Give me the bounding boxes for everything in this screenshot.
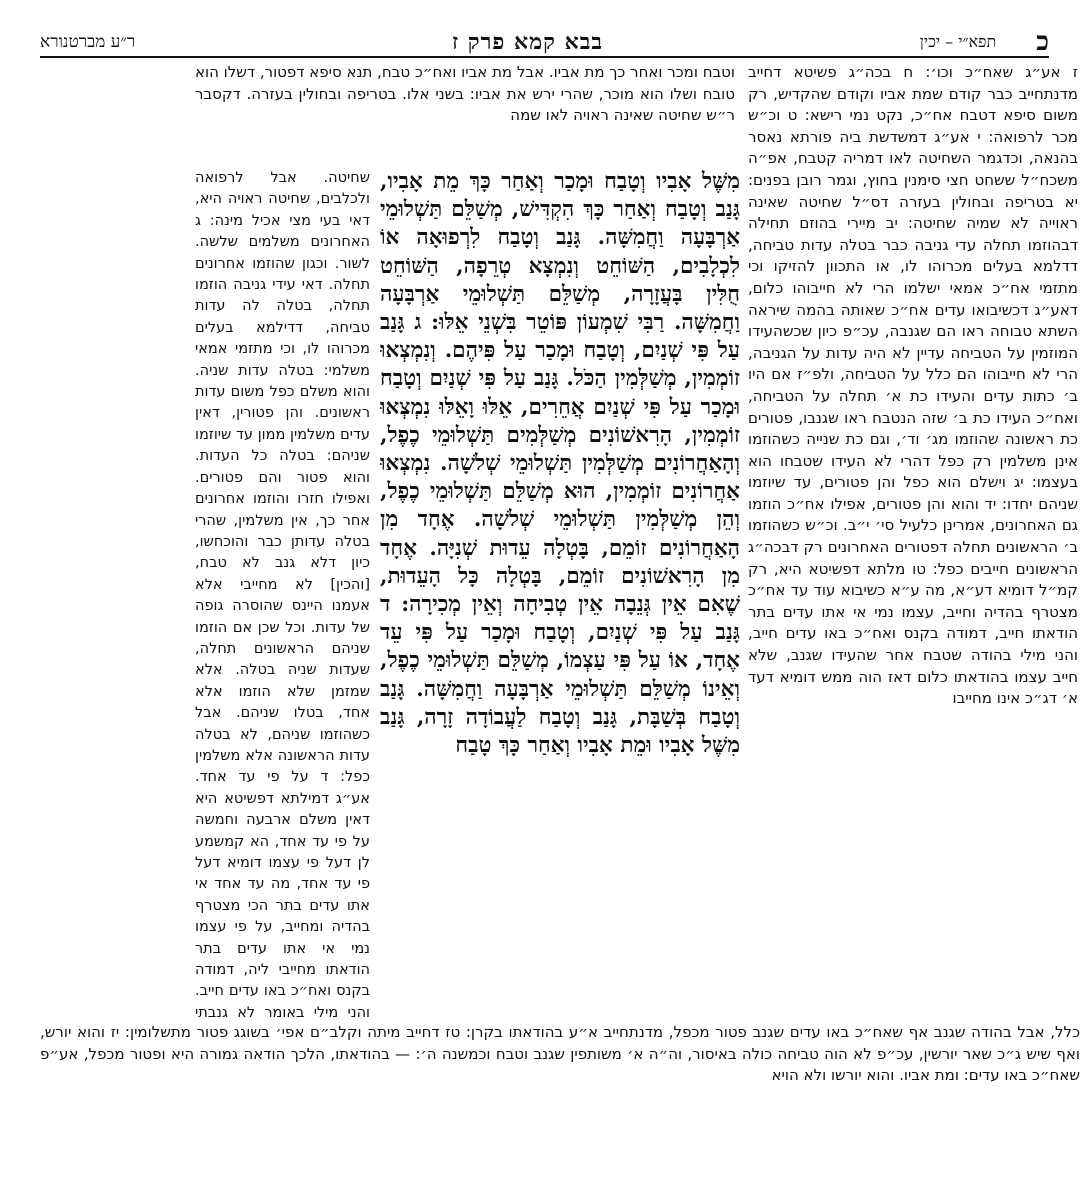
commentary-range: תפא״י – יכין (919, 32, 997, 51)
tiferet-yisrael-column (748, 62, 1078, 992)
bottom-commentary-block (40, 1022, 1080, 1122)
bartenura-top-block (195, 62, 735, 162)
commentary-paragraph: כלל, אבל בהודה שגנב אף שאח״כ באו עדים שגנב פטור מכפל, מדנתחייב א״ע בהודאתו בקרן: טז דחייב מיתה וקלב״ם אפי׳ בשוגג פטור מתשלומין: יז והוא יורש, ואף שיש ג״כ שאר יורשין, עכ״פ לא הוה טביחה כולה באיסור, וה״ה א׳ משותפין שגנב וטבח וכמשנה ה׳: — בהודאתו, הלכך הודאה גמורה היא ופטור מכפל, אע״פ שאח״כ באו עדים: ומת אביו. והוא יורשו ולא הויא (40, 1023, 1080, 1085)
commentary-paragraph: וטבח ומכר ואחר כך מת אביו. אבל מת אביו ואח״כ טבח, תנא סיפא דפטור, דשלו הוא טובח ושלו הוא מוכר, שהרי ירש את אביו: בשני אלו. בטריפה ובחולין בעזרה. דקסבר ר״ש שחיטה שאינה ראויה לאו שמה (195, 63, 735, 125)
page-header (40, 28, 1049, 58)
mishnah-paragraph: מִשֶּׁל אָבִיו וְטָבַח וּמָכַר וְאַחַר כָּךְ מֵת אָבִיו, גָּנַב וְטָבַח וְאַחַר כָּךְ הִקְדִּישׁ, מְשַׁלֵּם תַּשְׁלוּמֵי אַרְבָּעָה וַחֲמִשָּׁה. גָּנַב וְטָבַח לִרְפוּאָה אוֹ לִכְלָבִים, הַשּׁוֹחֵט וְנִמְצָא טְרֵפָה, הַשּׁוֹחֵט חֻלִּין בָּעֲזָרָה, מְשַׁלֵּם תַּשְׁלוּמֵי אַרְבָּעָה וַחֲמִשָּׁה. רַבִּי שִׁמְעוֹן פּוֹטֵר בִּשְׁנֵי אֵלּוּ: ג גָּנַב עַל פִּי שְׁנַיִם, וְטָבַח וּמָכַר עַל פִּיהֶם. וְנִמְצְאוּ זוֹמְמִין, מְשַׁלְּמִין הַכֹּל. גָּנַב עַל פִּי שְׁנַיִם וְטָבַח וּמָכַר עַל פִּי שְׁנַיִם אֲחֵרִים, אֵלּוּ וָאֵלּוּ נִמְצְאוּ זוֹמְמִין, הָרִאשׁוֹנִים מְשַׁלְּמִים תַּשְׁלוּמֵי כֶפֶל, וְהָאַחֲרוֹנִים מְשַׁלְּמִין תַּשְׁלוּמֵי שְׁלשָׁה. נִמְצְאוּ אַחֲרוֹנִים זוֹמְמִין, הוּא מְשַׁלֵּם תַּשְׁלוּמֵי כֶפֶל, וְהֵן מְשַׁלְּמִין תַּשְׁלוּמֵי שְׁלשָׁה. אֶחָד מִן הָאַחֲרוֹנִים זוֹמֵם, בָּטְלָה עֵדוּת שְׁנִיָּה. אֶחָד מִן הָרִאשׁוֹנִים זוֹמֵם, בָּטְלָה כָּל הָעֵדוּת, שֶׁאִם אֵין גְּנֵבָה אֵין טְבִיחָה וְאֵין מְכִירָה: ד גָּנַב עַל פִּי שְׁנַיִם, וְטָבַח וּמָכַר עַל פִּי עֵד אֶחָד, אוֹ עַל פִּי עַצְמוֹ, מְשַׁלֵּם תַּשְׁלוּמֵי כֶפֶל, וְאֵינוֹ מְשַׁלֵּם תַּשְׁלוּמֵי אַרְבָּעָה וַחֲמִשָּׁה. גָּנַב וְטָבַח בְּשַׁבָּת, גָּנַב וְטָבַח לַעֲבוֹדָה זָרָה, גָּנַב מִשֶּׁל אָבִיו וּמֵת אָבִיו וְאַחַר כָּךְ טָבַח (380, 169, 740, 759)
commentary-title: ר״ע מברטנורא (40, 32, 136, 52)
tractate-title: בבא קמא פרק ז (452, 29, 603, 55)
header-right-group (920, 27, 1049, 57)
bartenura-column (195, 168, 370, 1023)
mishnah-text-column (380, 168, 740, 1023)
page-letter: כ (1036, 27, 1049, 57)
commentary-paragraph: ז אע״ג שאח״כ וכו׳: ח בכה״ג פשיטא דחייב מדנתחייב כבר קודם שמת אביו וקודם שהקדיש, רק משום סיפא דטבח אח״כ, נקט נמי רישא: ט וכ״ש מכר לרפואה: י אע״ג דמשדשת ביה פורתא נאסר בהנאה, וכדגמר השחיטה לאו דמריה קטבח, אפ״ה משכח״ל ששחט חצי סימנין בחוץ, וגמר רובן בפנים: יא בטריפה ובחולין בעזרה דס״ל שחיטה שאינה ראוייה לא שמיה שחיטה: יב מיירי בהוזם תחילה דבהוזמו תחלה עדי גניבה כבר בטלה עדות טביחה, דדלמא בעלים מכרוהו לו, או התכוון להזיקו וכי מתזמי אח״כ אמאי ישלמו הרי לא חייבוהו כלום, דאע״ג דכשיבואו עדים אח״כ שאותה בהמה שיראה השתא טבוחה ראו הם שגנבה, עכ״פ כיון שכשהעידו המוזמין על הטביחה עדיין לא היה עדות על הגניבה, הרי לא חייבוהו הם כלל על הטביחה, ולפ״ז אם היו ב׳ כתות עדים והעידו כת א׳ תחלה על הטביחה, ואח״כ העידו כת ב׳ שזה הנטבח ראו שגנבו, פטורים כת ראשונה שהוזמו מג׳ וד׳, וגם כת שנייה כשהוזמו אינן משלמין רק כפל דהרי לא העידו שטבחו הוא בעצמו: יג וישלם הוא כפל והן פטורים, עד שיוזמו שניהם יחדו: יד והוא והן פטורים, אפילו אח״כ הוזמו גם האחרונים, אמרינן כלעיל סי׳ י״ב. וכ״ש כשהוזמו ב׳ הראשונים תחלה דפטורים האחרונים רק דבכה״ג הראשונים חייבים כפל: טו מלתא דפשיטא היא, רק קמ״ל דומיא דע״א, מה ע״א כשיבוא עוד עד אח״כ מצטרף בהדיה וחייב, עצמו נמי אי אתו עדים בתר הודאתו חייב, דמודה בקנס ואח״כ באו עדים חייב, והני מילי בהודה שטבח אחר שהעידו שגנב, שלא חייב עצמו בהודאתו כלום דאז הוה ממש דומיא דעד א׳ דג״כ אינו מחייבו (748, 63, 1078, 708)
commentary-paragraph: שחיטה. אבל לרפואה ולכלבים, שחיטה ראויה היא, דאי בעי מצי אכיל מינה: ג האחרונים משלמים שלשה. לשור. וכגון שהוזמו אחרונים תחלה. דאי עידי גניבה הוזמו תחלה, בטלה לה עדות טביחה, דדילמא בעלים מכרוהו לו, וכי מתזמי אמאי משלמי: בטלה עדות שניה. והוא משלם כפל משום עדות ראשונים. והן פטורין, דאין עדים משלמין ממון עד שיוזמו שניהם: בטלה כל העדות. והוא פטור והם פטורים. ואפילו חזרו והוזמו אחרונים אחר כך, אין משלמין, שהרי בטלה עדותן כבר והוכחשו, כיון דלא גנב לא טבח, [והכין] לא מחייבי אלא אעמנו היינס שהוסרה גופה של עדות. וכל שכן אם הוזמו שניהם הראשונים תחלה, שעדות שניה בטלה. אלא שמזמן שלא הוזמו אלא אחד, בטלו שניהם. אבל כשהוזמו שניהם, לא בטלה עדות הראשונה אלא משלמין כפל: ד על פי עד אחד. אע״ג דמילתא דפשיטא היא דאין משלם ארבעה וחמשה על פי עד אחד, הא קמשמע לן דעל פי עצמו דומיא דעל פי עד אחד, מה עד אחד אי אתו עדים בתר הכי מצטרף בהדיה ומחייב, על פי עצמו נמי אי אתו עדים בתר הודאתו מחייבי ליה, דמודה בקנס ואח״כ באו עדים חייב. והני מילי באומר לא גנבתי (195, 170, 370, 1021)
